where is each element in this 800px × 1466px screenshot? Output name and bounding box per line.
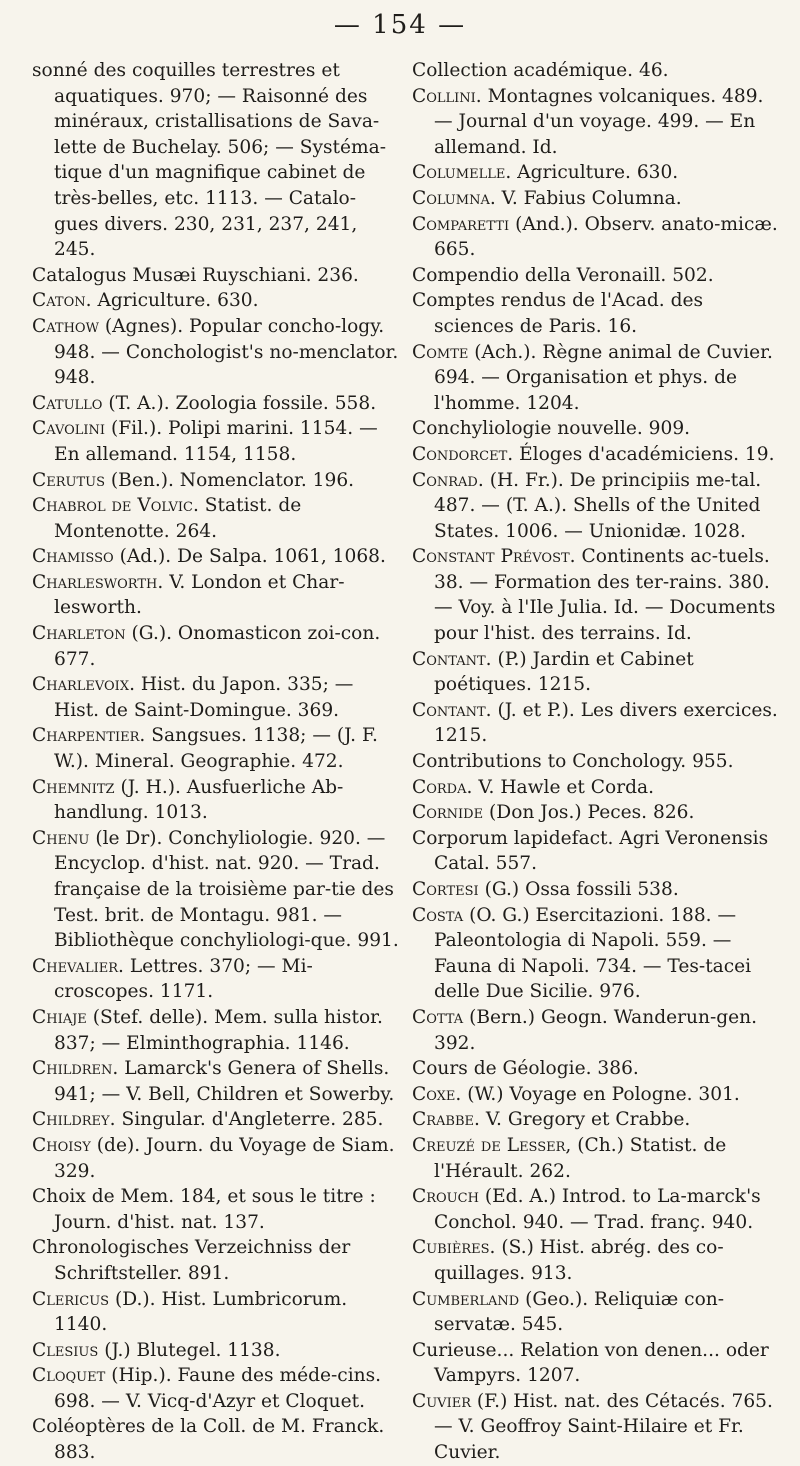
index-entry <box>32 493 400 544</box>
entry-text: (W.) Voyage en Pologne. 301. <box>467 1083 740 1105</box>
index-entry <box>412 84 780 161</box>
entry-author: Cornide <box>412 802 484 824</box>
entry-text: (J. et P.). Les divers exercices. 1215. <box>434 699 778 747</box>
index-entry <box>412 826 780 877</box>
entry-text: (Ad.). De Salpa. 1061, 1068. <box>119 546 386 568</box>
entry-author: Constant Prévost. <box>412 546 576 568</box>
index-entry <box>32 1338 400 1364</box>
entry-text: Chronologisches Verzeichniss der Schriftsteller. 891. <box>32 1237 351 1284</box>
entry-text: (Bern.) Geogn. Wanderun-gen. 392. <box>434 1006 758 1054</box>
entry-text: Contributions to Conchology. 955. <box>412 751 734 773</box>
entry-author: Comte <box>412 341 469 363</box>
entry-author: Costa <box>412 904 464 926</box>
index-entry <box>412 698 780 749</box>
index-entry <box>412 544 780 646</box>
entry-text: Compendio della Veronaill. 502. <box>412 264 714 286</box>
entry-text: (Ed. A.) Introd. to La-marck's Conchol. 940. — Trad. franç. 940. <box>434 1186 761 1233</box>
entry-text: (S.) Hist. abrég. des co-quillages. 913. <box>434 1237 724 1284</box>
index-entry <box>32 723 400 774</box>
entry-text: Conchyliologie nouvelle. 909. <box>412 418 691 440</box>
entry-text: (O. G.) Esercitazioni. 188. — Paleontologia di Napoli. 559. — Fauna di Napoli. 734. — Tes-tacei delle Due Sicilie. 976. <box>434 904 752 1003</box>
index-entry <box>32 544 400 570</box>
index-entry <box>412 468 780 545</box>
index-entry <box>412 1389 780 1466</box>
entry-text: (Ach.). Règne animal de Cuvier. 694. — Organisation et phys. de l'homme. 1204. <box>434 341 773 414</box>
index-entry <box>32 314 400 391</box>
entry-text: Cours de Géologie. 386. <box>412 1058 639 1080</box>
index-entry <box>32 1184 400 1235</box>
entry-author: Caton. <box>32 290 92 312</box>
index-entry <box>412 1235 780 1286</box>
entry-author: Cumberland <box>412 1288 520 1310</box>
entry-text: Singular. d'Angleterre. 285. <box>121 1109 384 1131</box>
entry-text: (J. H.). Ausfuerliche Ab-handlung. 1013. <box>54 776 344 824</box>
entry-author: Corda. <box>412 776 473 798</box>
index-entry <box>412 1184 780 1235</box>
entry-text: Coléoptères de la Coll. de M. Franck. 883. <box>32 1416 385 1464</box>
index-entry <box>412 1338 780 1389</box>
index-entry <box>32 288 400 314</box>
entry-text: Lettres. 370; — Mi-croscopes. 1171. <box>54 955 313 1003</box>
index-entry <box>32 672 400 723</box>
index-entry <box>412 800 780 826</box>
index-entry <box>412 1133 780 1184</box>
index-entry <box>32 263 400 289</box>
page-number: — 154 — <box>333 10 467 40</box>
entry-text: Agriculture. 630. <box>97 290 259 312</box>
entry-author: Collini. <box>412 85 482 107</box>
entry-text: (Agnes). Popular concho-logy. 948. — Conchologist's no-menclator. 948. <box>54 315 399 389</box>
entry-author: Charpentier. <box>32 725 146 747</box>
index-entry <box>32 954 400 1005</box>
index-entry <box>32 826 400 954</box>
entry-author: Cuvier <box>412 1390 471 1412</box>
right-column <box>412 58 780 1466</box>
entry-text: Catalogus Musæi Ruyschiani. 236. <box>32 264 359 286</box>
entry-text: (le Dr). Conchyliologie. 920. — Encyclop. d'hist. nat. 920. — Trad. française de la troisième par-tie des Test. brit. de Montagu. 981. — Bibliothèque conchyliologi-que. 991. <box>54 827 399 952</box>
index-entry <box>412 340 780 417</box>
entry-text: (Geo.). Reliquiæ con-servatæ. 545. <box>434 1288 725 1336</box>
index-entry <box>412 442 780 468</box>
index-entry <box>412 1287 780 1338</box>
index-entry <box>412 749 780 775</box>
entry-text: V. Hawle et Corda. <box>478 776 654 798</box>
entry-author: Cathow <box>32 315 99 337</box>
entry-author: Contant. <box>412 699 492 721</box>
entry-author: Cotta <box>412 1006 464 1028</box>
entry-text: (And.). Observ. anato-micæ. 665. <box>434 213 778 261</box>
index-entry <box>32 1287 400 1338</box>
index-entry <box>32 1056 400 1107</box>
index-entry <box>412 288 780 339</box>
entry-text: Statist. de Montenotte. 264. <box>54 495 302 542</box>
entry-author: Chemnitz <box>32 776 115 798</box>
entry-text: (H. Fr.). De principiis me-tal. 487. — (T. A.). Shells of the United States. 1006. — Unionidæ. 1028. <box>434 469 762 542</box>
entry-text: Curieuse... Relation von denen... oder Vampyrs. 1207. <box>412 1339 769 1387</box>
entry-text: (P.) Jardin et Cabinet poétiques. 1215. <box>434 648 694 696</box>
entry-author: Charlevoix. <box>32 674 135 696</box>
entry-author: Childrey. <box>32 1109 116 1131</box>
entry-author: Comparetti <box>412 213 510 235</box>
entry-text: sonné des coquilles terrestres et aquatiques. 970; — Raisonné des minéraux, cristallisations de Sava-lette de Buchelay. 506; — Systéma-tique d'un magnifique cabinet de très-belles, etc. 1113. — Catalo-gues divers. 230, 231, 237, 241, 245. <box>32 60 386 261</box>
entry-author: Chabrol de Volvic. <box>32 495 199 517</box>
entry-author: Cerutus <box>32 469 105 491</box>
index-entry <box>412 160 780 186</box>
entry-text: (Ch.) Statist. de l'Hérault. 262. <box>434 1134 727 1182</box>
entry-author: Children. <box>32 1058 119 1080</box>
left-column <box>32 58 400 1466</box>
entry-text: (Stef. delle). Mem. sulla histor. 837; — Elminthographia. 1146. <box>54 1006 383 1054</box>
entry-text: (T. A.). Zoologia fossile. 558. <box>108 392 377 414</box>
entry-text: Lamarck's Genera of Shells. 941; — V. Bell, Children et Sowerby. <box>54 1058 395 1105</box>
entry-author: Cortesi <box>412 879 479 900</box>
entry-text: (Hip.). Faune des méde-cins. 698. — V. Vicq-d'Azyr et Cloquet. <box>54 1365 382 1412</box>
entry-author: Chevalier. <box>32 955 124 977</box>
entry-author: Charlesworth. <box>32 571 164 593</box>
index-entry <box>412 877 780 903</box>
index-entry <box>412 58 780 84</box>
index-entry <box>32 1363 400 1414</box>
entry-author: Columna. <box>412 187 496 209</box>
index-entry <box>32 468 400 494</box>
index-entry <box>412 1005 780 1056</box>
index-entry <box>412 1056 780 1082</box>
index-entry <box>32 416 400 467</box>
entry-text: Collection académique. 46. <box>412 60 669 81</box>
entry-text: (G.) Ossa fossili 538. <box>484 879 679 900</box>
entry-text: (J.) Blutegel. 1138. <box>104 1339 281 1361</box>
entry-author: Condorcet. <box>412 443 514 465</box>
index-entry <box>412 1082 780 1108</box>
entry-author: Coxe. <box>412 1083 462 1105</box>
entry-text: Corporum lapidefact. Agri Veronensis Catal. 557. <box>412 827 769 875</box>
entry-author: Contant. <box>412 648 492 670</box>
index-entry <box>412 903 780 1005</box>
index-entry <box>412 775 780 801</box>
entry-author: Chiaje <box>32 1006 87 1028</box>
index-entry <box>412 1107 780 1133</box>
entry-author: Conrad. <box>412 469 484 491</box>
entry-author: Clericus <box>32 1288 110 1310</box>
entry-author: Cloquet <box>32 1365 106 1387</box>
index-entry <box>32 1414 400 1465</box>
entry-author: Columelle. <box>412 162 512 184</box>
index-entry <box>32 1235 400 1286</box>
entry-text: (Don Jos.) Peces. 826. <box>489 802 695 824</box>
entry-author: Cubières. <box>412 1237 496 1259</box>
entry-text: (Fil.). Polipi marini. 1154. — En allemand. 1154, 1158. <box>54 418 378 465</box>
index-entry <box>32 775 400 826</box>
entry-author: Chamisso <box>32 546 114 568</box>
entry-text: Sangsues. 1138; — (J. F. W.). Mineral. Geographie. 472. <box>54 725 378 773</box>
entry-text: Hist. du Japon. 335; — Hist. de Saint-Domingue. 369. <box>54 674 354 721</box>
index-entry <box>412 263 780 289</box>
entry-text: Choix de Mem. 184, et sous le titre : Journ. d'hist. nat. 137. <box>32 1186 376 1233</box>
entry-text: Agriculture. 630. <box>517 162 679 184</box>
entry-text: Montagnes volcaniques. 489. — Journal d'un voyage. 499. — En allemand. Id. <box>434 85 764 158</box>
entry-author: Catullo <box>32 392 103 414</box>
index-entry <box>412 647 780 698</box>
entry-author: Cavolini <box>32 418 106 440</box>
entry-text: Continents ac-tuels. 38. — Formation des ter-rains. 380. — Voy. à l'Ile Julia. Id. — Documents pour l'hist. des terrains. Id. <box>434 546 776 645</box>
index-entry <box>32 58 400 263</box>
entry-author: Charleton <box>32 623 126 645</box>
entry-text: (F.) Hist. nat. des Cétacés. 765. — V. Geoffroy Saint-Hilaire et Fr. Cuvier. <box>434 1390 773 1464</box>
index-entry <box>412 212 780 263</box>
entry-text: (Ben.). Nomenclator. 196. <box>110 469 355 491</box>
index-entry <box>32 621 400 672</box>
index-entry <box>412 416 780 442</box>
entry-author: Choisy <box>32 1134 91 1156</box>
entry-text: V. London et Char-lesworth. <box>54 571 345 619</box>
index-entry <box>32 1133 400 1184</box>
entry-text: Comptes rendus de l'Acad. des sciences de Paris. 16. <box>412 290 704 337</box>
entry-author: Clesius <box>32 1339 99 1361</box>
entry-text: V. Fabius Columna. <box>501 187 682 209</box>
index-entry <box>32 1005 400 1056</box>
entry-author: Crabbe. <box>412 1109 480 1131</box>
entry-text: (D.). Hist. Lumbricorum. 1140. <box>54 1288 348 1336</box>
index-entry <box>32 1107 400 1133</box>
index-entry <box>32 391 400 417</box>
entry-text: V. Gregory et Crabbe. <box>485 1109 691 1131</box>
entry-text: (de). Journ. du Voyage de Siam. 329. <box>54 1134 395 1182</box>
entry-author: Creuzé de Lesser, <box>412 1134 572 1156</box>
entry-text: Éloges d'académiciens. 19. <box>519 443 775 465</box>
entry-author: Crouch <box>412 1186 479 1208</box>
entry-text: (G.). Onomasticon zoi-con. 677. <box>54 623 381 670</box>
index-entry <box>412 186 780 212</box>
entry-author: Chenu <box>32 827 90 849</box>
index-entry <box>32 570 400 621</box>
